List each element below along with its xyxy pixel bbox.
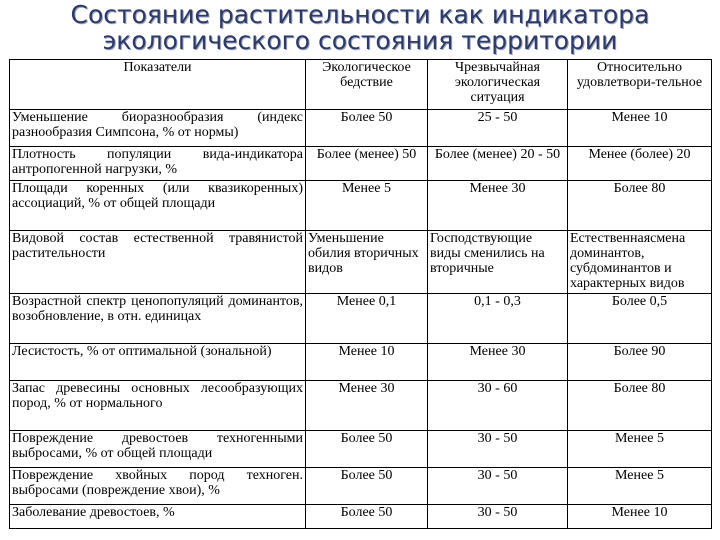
disaster-cell: Более 50 xyxy=(306,468,428,505)
emergency-cell: 30 - 50 xyxy=(428,468,568,505)
disaster-cell: Менее 0,1 xyxy=(306,294,428,344)
indicator-cell: Повреждение древостоев техногенными выбросами, % от общей площади xyxy=(10,431,306,468)
indicator-cell: Запас древесины основных лесообразующих пород, % от нормального xyxy=(10,381,306,431)
table-row xyxy=(10,110,712,147)
indicator-cell: Площади коренных (или квазикоренных) ассоциаций, % от общей площади xyxy=(10,181,306,231)
table-row xyxy=(10,231,712,294)
indicator-cell: Возрастной спектр ценопопуляций доминантов, возобновление, в отн. единицах xyxy=(10,294,306,344)
table-row xyxy=(10,505,712,529)
satisfactory-cell: Более 80 xyxy=(568,181,712,231)
title-line-1: Состояние растительности как индикатора xyxy=(70,0,650,29)
emergency-cell: 25 - 50 xyxy=(428,110,568,147)
disaster-cell: Более 50 xyxy=(306,110,428,147)
table-row xyxy=(10,344,712,381)
indicator-cell: Плотность популяции вида-индикатора антропогенной нагрузки, % xyxy=(10,147,306,181)
satisfactory-cell: Менее 10 xyxy=(568,110,712,147)
disaster-cell: Более (менее) 50 xyxy=(306,147,428,181)
disaster-cell: Более 50 xyxy=(306,505,428,529)
disaster-cell: Менее 5 xyxy=(306,181,428,231)
disaster-cell: Менее 30 xyxy=(306,381,428,431)
table-row xyxy=(10,147,712,181)
emergency-cell: 30 - 60 xyxy=(428,381,568,431)
table-row xyxy=(10,431,712,468)
table-row xyxy=(10,181,712,231)
header-emergency: Чрезвычайная экологическая ситуация xyxy=(428,60,568,110)
emergency-cell: Менее 30 xyxy=(428,181,568,231)
header-indicator: Показатели xyxy=(10,60,306,110)
title-line-2: экологического состояния территории xyxy=(102,26,618,55)
disaster-cell: Менее 10 xyxy=(306,344,428,381)
header-satisfactory: Относительно удовлетвори-тельное xyxy=(568,60,712,110)
indicator-cell: Лесистость, % от оптимальной (зональной) xyxy=(10,344,306,381)
table-row xyxy=(10,294,712,344)
satisfactory-cell: Более 90 xyxy=(568,344,712,381)
emergency-cell: 0,1 - 0,3 xyxy=(428,294,568,344)
satisfactory-cell: Менее 10 xyxy=(568,505,712,529)
indicator-cell: Уменьшение биоразнообразия (индекс разнообразия Симпсона, % от нормы) xyxy=(10,110,306,147)
header-disaster: Экологическое бедствие xyxy=(306,60,428,110)
satisfactory-cell: Менее 5 xyxy=(568,431,712,468)
emergency-cell: Менее 30 xyxy=(428,344,568,381)
indicator-cell: Заболевание древостоев, % xyxy=(10,505,306,529)
emergency-cell: Господствующие виды сменились на вторичные xyxy=(428,231,568,294)
satisfactory-cell: Естественнаясмена доминантов, субдоминантов и характерных видов xyxy=(568,231,712,294)
table-row xyxy=(10,468,712,505)
satisfactory-cell: Более 0,5 xyxy=(568,294,712,344)
emergency-cell: 30 - 50 xyxy=(428,431,568,468)
disaster-cell: Уменьшение обилия вторичных видов xyxy=(306,231,428,294)
indicator-table xyxy=(9,59,712,529)
table-row xyxy=(10,381,712,431)
page-title xyxy=(0,2,720,54)
emergency-cell: 30 - 50 xyxy=(428,505,568,529)
header-row xyxy=(10,60,712,110)
indicator-cell: Повреждение хвойных пород техноген. выбросами (повреждение хвои), % xyxy=(10,468,306,505)
emergency-cell: Более (менее) 20 - 50 xyxy=(428,147,568,181)
disaster-cell: Более 50 xyxy=(306,431,428,468)
satisfactory-cell: Более 80 xyxy=(568,381,712,431)
indicator-cell: Видовой состав естественной травянистой растительности xyxy=(10,231,306,294)
satisfactory-cell: Менее (более) 20 xyxy=(568,147,712,181)
satisfactory-cell: Менее 5 xyxy=(568,468,712,505)
